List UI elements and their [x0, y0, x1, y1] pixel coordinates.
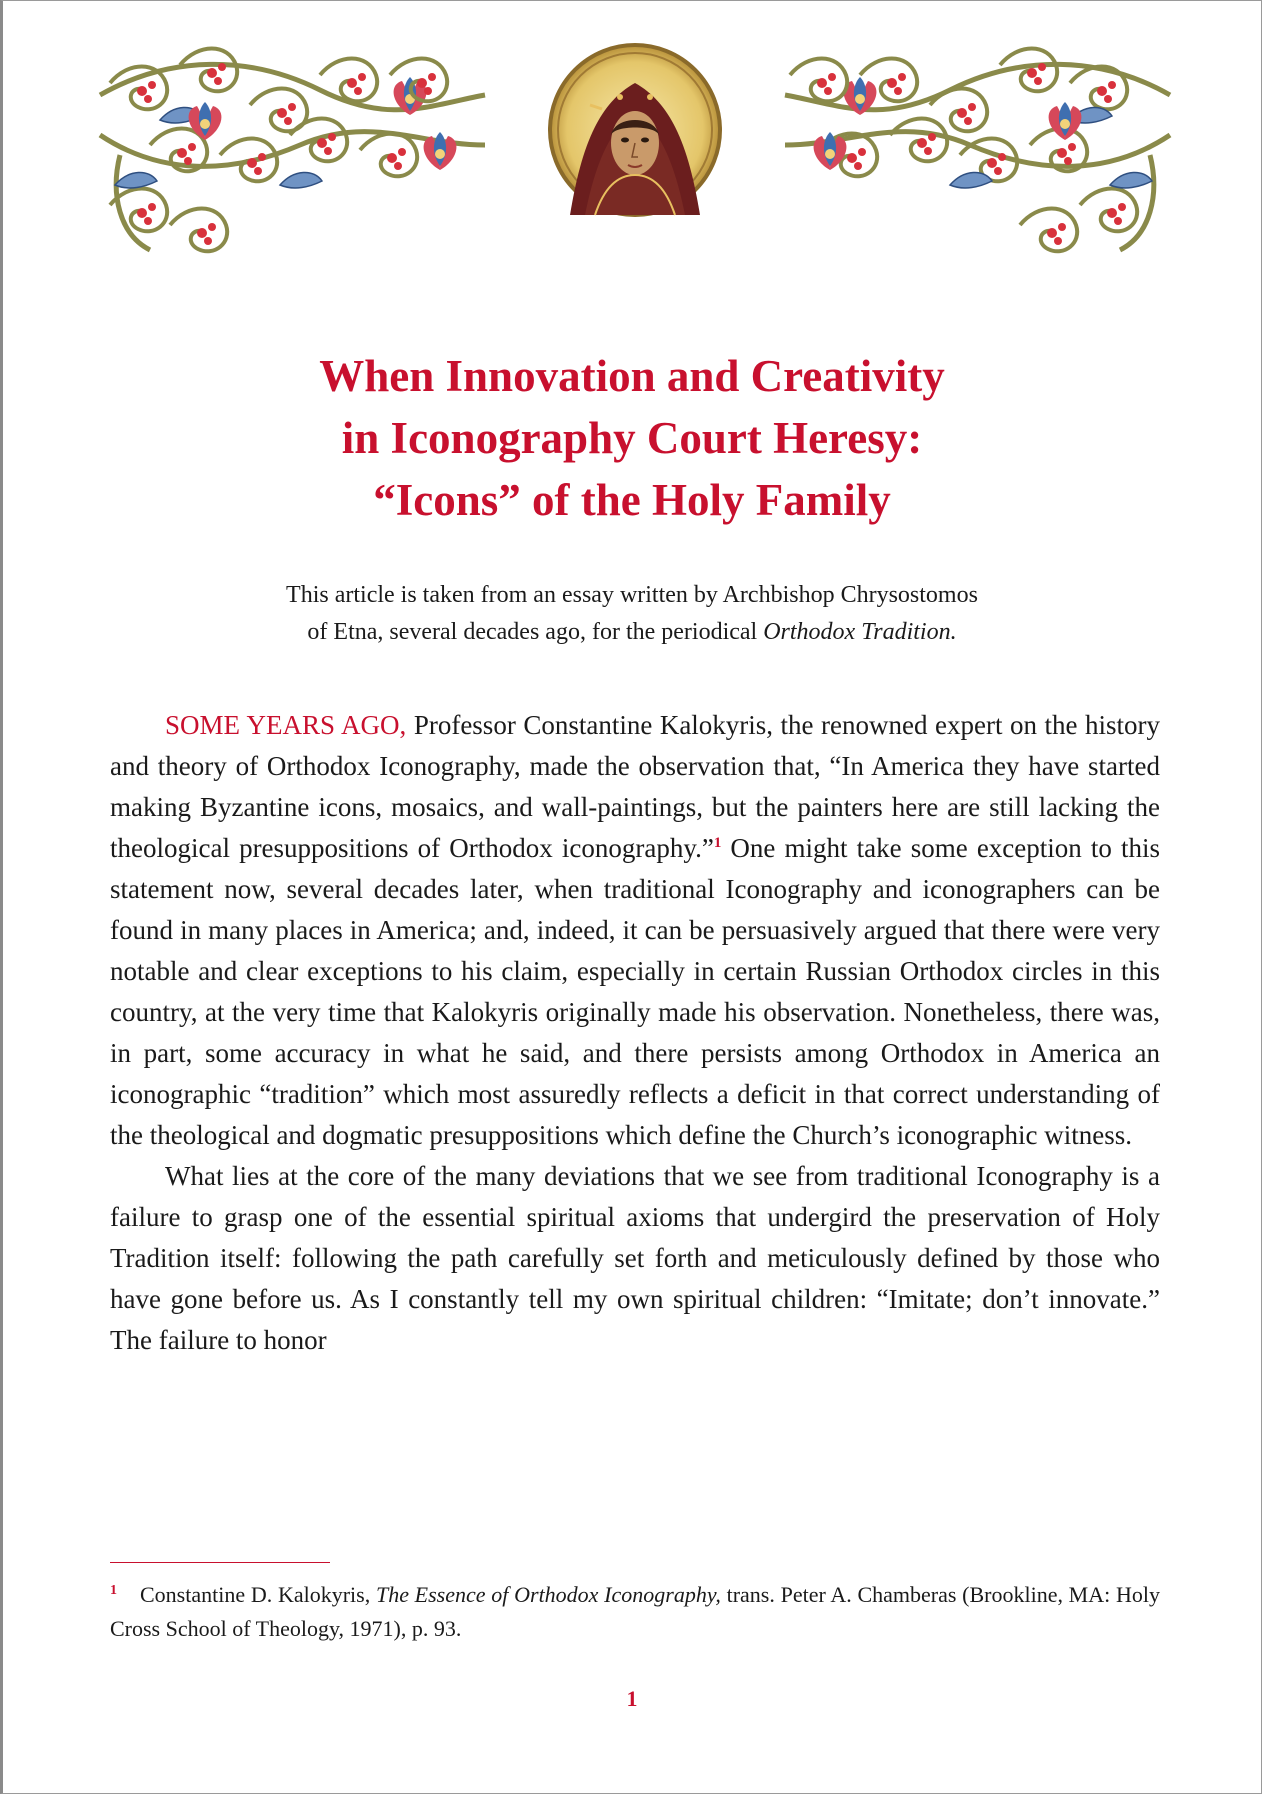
- paragraph-2: What lies at the core of the many deviations that we see from traditional Iconography is a failure to grasp one of the essential spiritual axioms that undergird the preservation of Holy Tradition itself: following the path carefully set forth and meticulously defined by those who have gone before us. As I constantly tell my own spiritual children: “Imitate; don’t innovate.” The failure to honor: [110, 1161, 1160, 1355]
- footnote-text-b: trans. Peter A. Chamberas (Brookline, MA: Holy Cross School of Theology, 1971), p. 93.: [110, 1582, 1160, 1641]
- article-title: [0, 345, 1264, 531]
- intro-line-1: This article is taken from an essay written by Archbishop Chrysostomos: [286, 582, 978, 608]
- page-number: 1: [626, 1686, 638, 1711]
- footnote-text-a: Constantine D. Kalokyris,: [140, 1582, 376, 1607]
- title-line-3: “Icons” of the Holy Family: [373, 475, 891, 525]
- floral-ornament-header-icon: [90, 35, 1180, 275]
- paragraph-1-text-b: One might take some exception to this statement now, several decades later, when traditional Iconography and iconographers can be found in many places in America; and, indeed, it can be persuasively argued that there were very notable and clear exceptions to his claim, especially in certain Russian Orthodox circles in this country, at the very time that Kalokyris originally made his observation. Nonetheless, there was, in part, some accuracy in what he said, and there persists among Orthodox in America an iconographic “tradition” which most assuredly reflects a deficit in that correct understanding of the theological and dogmatic presuppositions which define the Church’s iconographic witness.: [110, 833, 1160, 1150]
- paragraph-1-text-a: Professor Constantine Kalokyris, the renowned expert on the history and theory of Orthodox Iconography, made the observation that, “In America they have started making Byzantine icons, mosaics, and wall-paintings, but the painters here are still lacking the theological presuppositions of Orthodox iconography.”: [110, 710, 1160, 863]
- article-intro: [0, 577, 1264, 651]
- title-line-2: in Iconography Court Heresy:: [341, 413, 923, 463]
- opening-lead: SOME YEARS AGO,: [165, 710, 407, 740]
- footnote-book-title: The Essence of Orthodox Iconography,: [375, 1582, 721, 1607]
- footnote: [110, 1574, 1160, 1646]
- periodical-name: Orthodox Tradition.: [763, 619, 957, 645]
- article-body: [110, 705, 1160, 1361]
- footnote-reference[interactable]: 1: [713, 835, 722, 851]
- footnote-divider: [110, 1562, 330, 1563]
- paragraph-1: [110, 705, 1160, 1156]
- title-line-1: When Innovation and Creativity: [319, 351, 945, 401]
- footnote-number: 1: [110, 1583, 117, 1598]
- intro-line-2: [0, 614, 1264, 651]
- intro-line-2-text: of Etna, several decades ago, for the periodical: [307, 619, 764, 645]
